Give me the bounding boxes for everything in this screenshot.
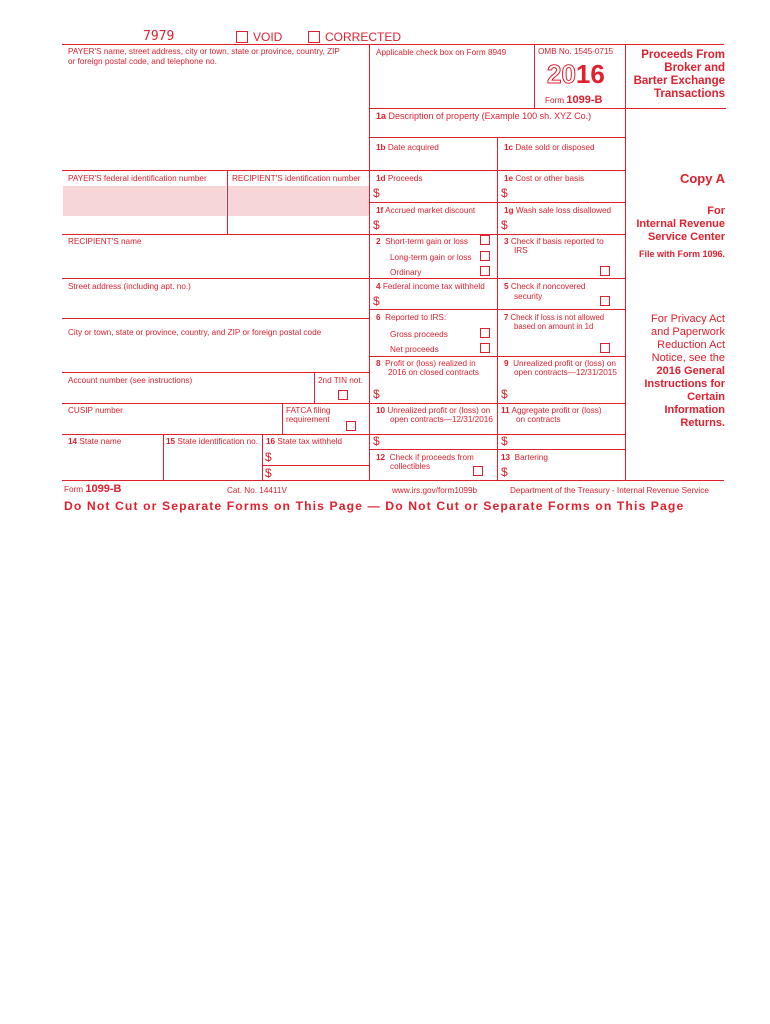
form-code: 7979 <box>143 29 175 44</box>
gross-proceeds-label: Gross proceeds <box>390 330 448 339</box>
box1g-dollar: $ <box>501 218 508 232</box>
net-proceeds-checkbox[interactable] <box>480 343 490 353</box>
box1d-label: 1d Proceeds <box>376 174 423 183</box>
payer-name-label: PAYER'S name, street address, city or town, state or province, country, ZIP <box>68 47 340 56</box>
city-label: City or town, state or province, country, and ZIP or foreign postal code <box>68 328 322 337</box>
short-term-checkbox[interactable] <box>480 235 490 245</box>
box14-label: 14 State name <box>68 437 122 446</box>
payer-name-field[interactable] <box>64 70 367 168</box>
second-tin-checkbox[interactable] <box>338 390 348 400</box>
ordinary-checkbox[interactable] <box>480 266 490 276</box>
box8-label-2: 2016 on closed contracts <box>388 368 480 377</box>
net-proceeds-label: Net proceeds <box>390 345 439 354</box>
irs-url: www.irs.gov/form1099b <box>392 486 478 495</box>
box3-label-2: IRS <box>514 246 528 255</box>
box8-dollar: $ <box>373 387 380 401</box>
box4-dollar: $ <box>373 294 380 308</box>
box10-label: 10 Unrealized profit or (loss) on <box>376 406 491 415</box>
box7-label: 7 Check if loss is not allowed <box>504 313 605 322</box>
box4-label: 4 Federal income tax withheld <box>376 282 485 291</box>
box1g-label: 1g Wash sale loss disallowed <box>504 206 612 215</box>
basis-reported-checkbox[interactable] <box>600 266 610 276</box>
box7-label-2: based on amount in 1d <box>514 322 594 331</box>
collectibles-checkbox[interactable] <box>473 466 483 476</box>
recipient-id-label: RECIPIENT'S identification number <box>232 174 361 183</box>
privacy-notice: For Privacy Act and Paperwork Reduction Act Notice, see the 2016 General Instructions for Certain Information Returns. <box>644 313 725 429</box>
box13-dollar: $ <box>501 465 508 479</box>
box1c-label: 1c Date sold or disposed <box>504 143 595 152</box>
cusip-label: CUSIP number <box>68 406 123 415</box>
recipient-tin-field[interactable] <box>228 186 369 216</box>
footer-form: Form 1099-B <box>64 483 122 495</box>
cat-number: Cat. No. 14411V <box>227 486 287 495</box>
box15-label: 15 State identification no. <box>166 437 258 446</box>
box3-label: 3 Check if basis reported to <box>504 237 604 246</box>
box1e-label: 1e Cost or other basis <box>504 174 585 183</box>
fatca-label: FATCA filing <box>286 406 331 415</box>
box10-label-2: open contracts—12/31/2016 <box>390 415 493 424</box>
box9-dollar: $ <box>501 387 508 401</box>
payer-name-label-2: or foreign postal code, and telephone no. <box>68 57 217 66</box>
second-tin-label: 2nd TIN not. <box>318 376 363 385</box>
void-checkbox[interactable] <box>236 31 248 43</box>
box16-dollar-2: $ <box>265 466 272 480</box>
box16-dollar-1: $ <box>265 450 272 464</box>
box1f-dollar: $ <box>373 218 380 232</box>
box11-label-2: on contracts <box>516 415 561 424</box>
box2-long-label: Long-term gain or loss <box>390 253 472 262</box>
do-not-cut-warning: Do Not Cut or Separate Forms on This Page — Do Not Cut or Separate Forms on This Page <box>64 499 685 513</box>
copy-for: For Internal Revenue Service Center <box>636 205 725 243</box>
department: Department of the Treasury - Internal Revenue Service <box>510 486 709 495</box>
box12-label: 12 Check if proceeds from <box>376 453 474 462</box>
street-label: Street address (including apt. no.) <box>68 282 191 291</box>
box1e-dollar: $ <box>501 186 508 200</box>
form-title: Proceeds From Broker and Barter Exchange Transactions <box>633 49 725 100</box>
noncovered-checkbox[interactable] <box>600 296 610 306</box>
loss-not-allowed-checkbox[interactable] <box>600 343 610 353</box>
corrected-label: CORRECTED <box>325 30 402 44</box>
payer-fed-id-label: PAYER'S federal identification number <box>68 174 207 183</box>
file-with: File with Form 1096. <box>638 249 725 259</box>
box9-label-2: open contracts—12/31/2015 <box>514 368 617 377</box>
box2-short-label: 2 Short-term gain or loss <box>376 237 468 246</box>
box2-ordinary-label: Ordinary <box>390 268 422 277</box>
box5-label: 5 Check if noncovered <box>504 282 586 291</box>
void-label: VOID <box>253 30 283 44</box>
box1d-dollar: $ <box>373 186 380 200</box>
box1f-label: 1f Accrued market discount <box>376 206 476 215</box>
fatca-label-2: requirement <box>286 415 330 424</box>
box1a-label: 1a Description of property (Example 100 sh. XYZ Co.) <box>376 111 592 121</box>
box12-label-2: collectibles <box>390 462 431 471</box>
form-label: Form 1099-B <box>545 94 603 106</box>
box1b-label: 1b Date acquired <box>376 143 439 152</box>
copy-label: Copy A <box>679 171 725 186</box>
check-8949-label: Applicable check box on Form 8949 <box>376 48 507 57</box>
box8-label: 8 Profit or (loss) realized in <box>376 359 476 368</box>
fatca-checkbox[interactable] <box>346 421 356 431</box>
tax-year: 2016 <box>547 59 605 89</box>
box13-label: 13 Bartering <box>501 453 548 462</box>
box10-dollar: $ <box>373 434 380 448</box>
omb-number: OMB No. 1545-0715 <box>538 47 614 56</box>
box16-label: 16 State tax withheld <box>266 437 343 446</box>
payer-tin-field[interactable] <box>63 186 226 216</box>
box11-label: 11 Aggregate profit or (loss) <box>501 406 602 415</box>
box6-label: 6 Reported to IRS: <box>376 313 447 322</box>
box11-dollar: $ <box>501 434 508 448</box>
gross-proceeds-checkbox[interactable] <box>480 328 490 338</box>
corrected-checkbox[interactable] <box>308 31 320 43</box>
box9-label: 9 Unrealized profit or (loss) on <box>504 359 616 368</box>
long-term-checkbox[interactable] <box>480 251 490 261</box>
account-label: Account number (see instructions) <box>68 376 193 385</box>
recipient-name-label: RECIPIENT'S name <box>68 237 142 246</box>
box5-label-2: security <box>514 292 543 301</box>
